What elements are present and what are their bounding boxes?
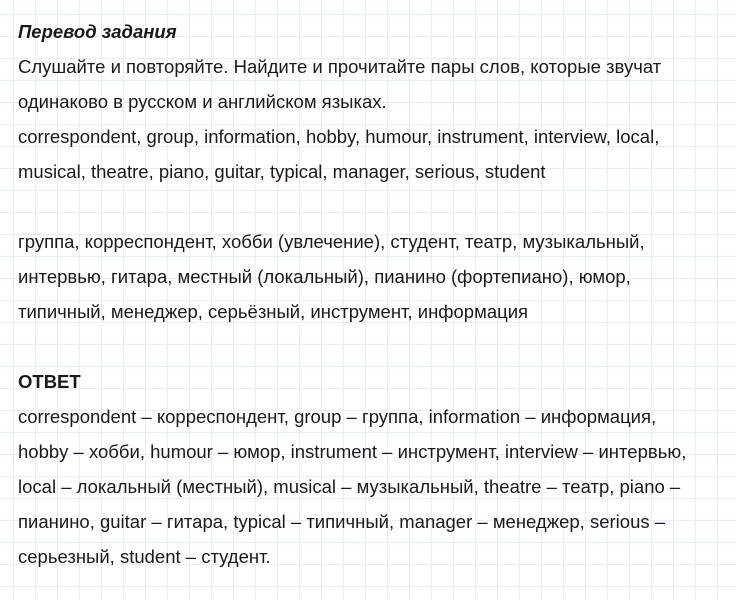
spacer [18,329,736,364]
spacer [18,189,736,224]
answer-line-3: local – локальный (местный), musical – музыкальный, theatre – театр, piano – [18,476,681,497]
answer-line-1: correspondent – корреспондент, group – группа, information – информация, [18,406,657,427]
english-words-line-2: musical, theatre, piano, guitar, typical, manager, serious, student [18,161,546,182]
answer-title: ОТВЕТ [18,371,81,392]
english-words-line-1: correspondent, group, information, hobby, humour, instrument, interview, local, [18,126,660,147]
answer-line-5: серьезный, student – студент. [18,546,271,567]
instruction-line-2: одинаково в русском и английском языках. [18,91,387,112]
russian-words-line-3: типичный, менеджер, серьёзный, инструмент, информация [18,301,529,322]
answer-line-2: hobby – хобби, humour – юмор, instrument – инструмент, interview – интервью, [18,441,687,462]
answer-line-4: пианино, guitar – гитара, typical – типичный, manager – менеджер, serious – [18,511,666,532]
task-translation-title: Перевод задания [18,21,177,42]
russian-words-line-1: группа, корреспондент, хобби (увлечение), студент, театр, музыкальный, [18,231,645,252]
russian-words-line-2: интервью, гитара, местный (локальный), пианино (фортепиано), юмор, [18,266,631,287]
instruction-line-1: Слушайте и повторяйте. Найдите и прочитайте пары слов, которые звучат [18,56,662,77]
